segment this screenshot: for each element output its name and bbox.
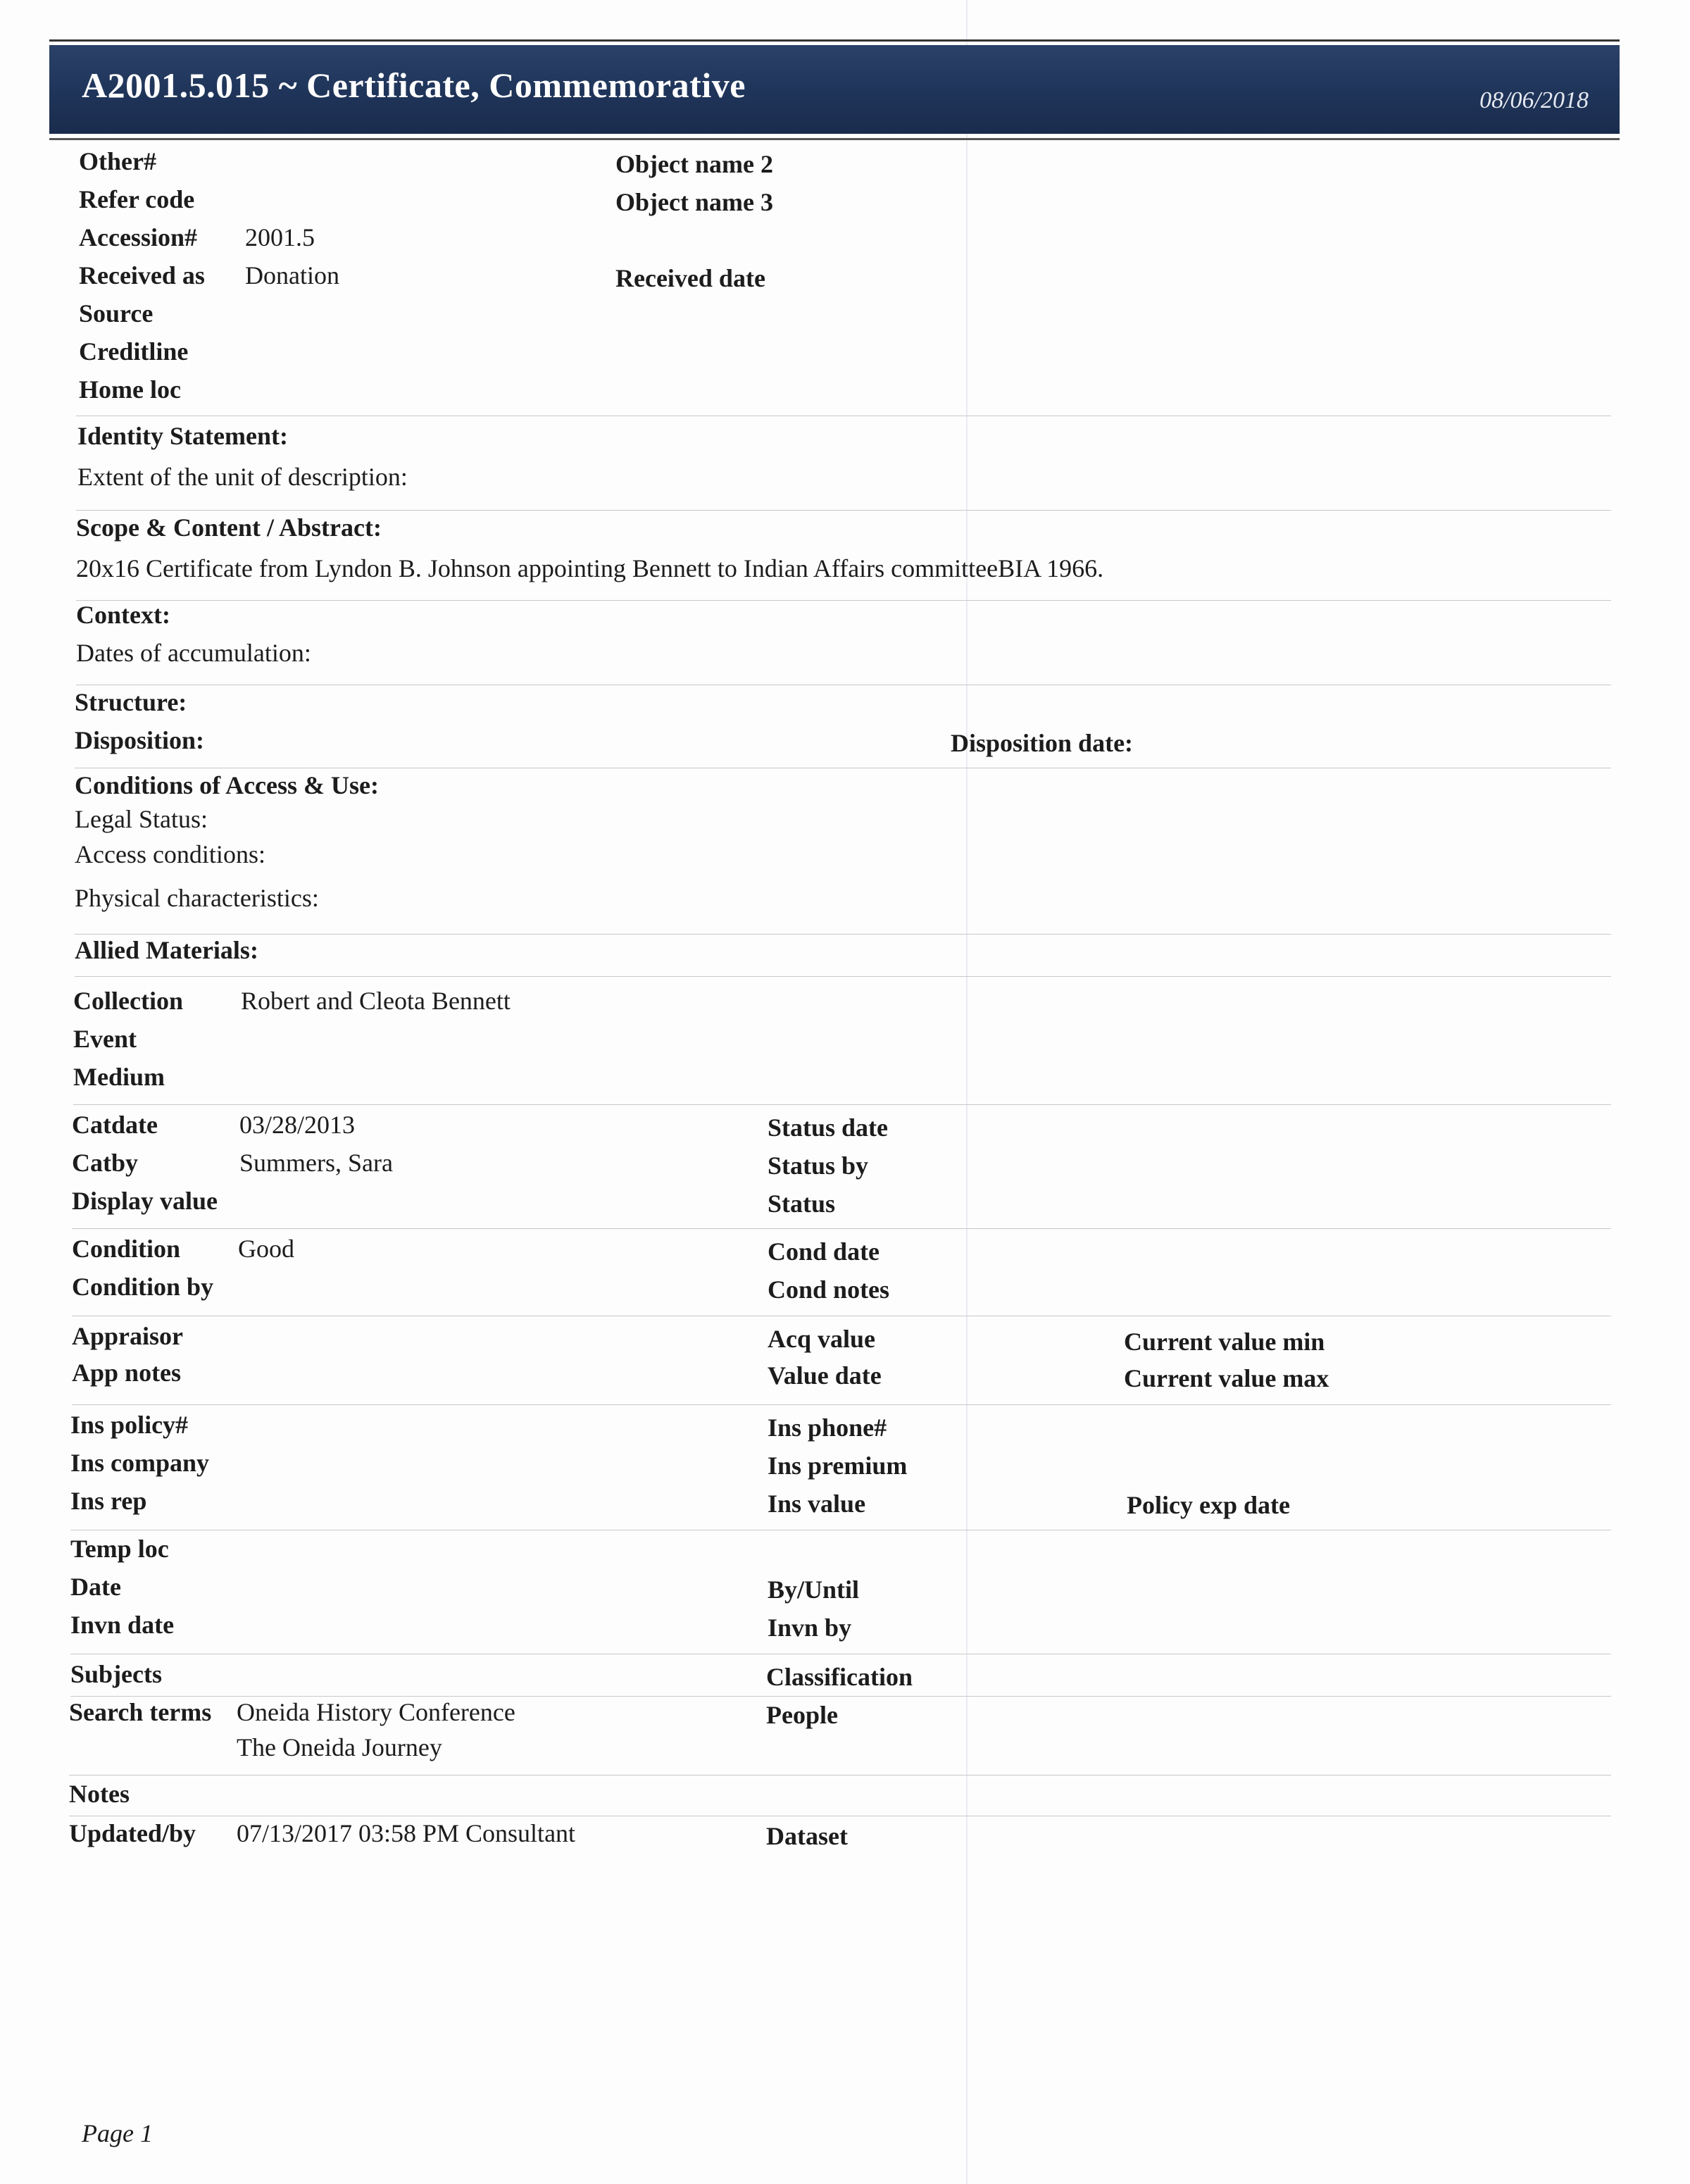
current-value-max-label: Current value max <box>1124 1364 1329 1392</box>
scan-artifact-line <box>966 0 968 2184</box>
divider <box>76 600 1611 601</box>
acq-value-label: Acq value <box>768 1325 875 1353</box>
print-date: 08/06/2018 <box>1479 87 1589 113</box>
cond-notes-label: Cond notes <box>768 1275 890 1304</box>
ins-phone-label: Ins phone# <box>768 1414 887 1442</box>
event-label: Event <box>73 1025 137 1053</box>
medium-label: Medium <box>73 1063 165 1091</box>
condition-label: Condition <box>72 1235 181 1263</box>
notes-label: Notes <box>69 1780 130 1808</box>
received-as-label: Received as <box>79 261 205 289</box>
page-number: Page 1 <box>82 2119 153 2147</box>
temp-loc-label: Temp loc <box>70 1535 169 1563</box>
structure-heading: Structure: <box>75 688 187 716</box>
accession-label: Accession# <box>79 223 197 251</box>
divider <box>75 934 1611 935</box>
other-num-label: Other# <box>79 147 156 175</box>
ins-company-label: Ins company <box>70 1449 210 1477</box>
display-value-label: Display value <box>72 1187 218 1215</box>
disposition-date-label: Disposition date: <box>951 729 1134 757</box>
disposition-label: Disposition: <box>75 726 205 754</box>
dataset-label: Dataset <box>766 1822 848 1850</box>
classification-label: Classification <box>766 1663 913 1691</box>
dates-of-accumulation-label: Dates of accumulation: <box>76 639 311 667</box>
source-label: Source <box>79 299 154 327</box>
ins-rep-label: Ins rep <box>70 1487 147 1515</box>
updated-by-value: 07/13/2017 03:58 PM Consultant <box>237 1819 576 1847</box>
record-header-bar <box>49 45 1620 134</box>
status-by-label: Status by <box>768 1152 869 1180</box>
header-top-rule <box>49 39 1620 42</box>
identity-statement-heading: Identity Statement: <box>77 422 288 450</box>
appraisor-label: Appraisor <box>72 1322 184 1350</box>
divider <box>75 976 1611 977</box>
divider <box>69 1775 1611 1776</box>
search-terms-label: Search terms <box>69 1698 212 1726</box>
scope-text: 20x16 Certificate from Lyndon B. Johnson appointing Bennett to Indian Affairs committeeBIA 1966. <box>76 554 1104 582</box>
refer-code-label: Refer code <box>79 185 195 213</box>
by-until-label: By/Until <box>768 1575 860 1604</box>
header-bottom-rule <box>49 138 1620 140</box>
object-name-2-label: Object name 2 <box>615 150 773 178</box>
object-name-3-label: Object name 3 <box>615 188 773 216</box>
collection-label: Collection <box>73 987 183 1015</box>
subjects-label: Subjects <box>70 1660 163 1688</box>
value-date-label: Value date <box>768 1361 882 1390</box>
accession-value: 2001.5 <box>245 223 315 251</box>
condition-value: Good <box>238 1235 294 1263</box>
search-term: Oneida History Conference <box>237 1698 515 1726</box>
scope-heading: Scope & Content / Abstract: <box>76 513 382 542</box>
date-label: Date <box>70 1573 121 1601</box>
app-notes-label: App notes <box>72 1359 182 1387</box>
context-heading: Context: <box>76 601 170 629</box>
home-loc-label: Home loc <box>79 375 181 404</box>
status-label: Status <box>768 1190 836 1218</box>
extent-label: Extent of the unit of description: <box>77 463 408 491</box>
catby-label: Catby <box>72 1149 139 1177</box>
record-title: A2001.5.015 ~ Certificate, Commemorative <box>82 65 746 105</box>
received-date-label: Received date <box>615 264 765 292</box>
current-value-min-label: Current value min <box>1124 1328 1325 1356</box>
invn-date-label: Invn date <box>70 1611 175 1639</box>
divider <box>72 1404 1611 1405</box>
ins-value-label: Ins value <box>768 1490 866 1518</box>
divider <box>76 510 1611 511</box>
divider <box>72 1228 1611 1229</box>
received-as-value: Donation <box>245 261 339 289</box>
legal-status-label: Legal Status: <box>75 805 208 833</box>
updated-by-label: Updated/by <box>69 1819 196 1847</box>
access-conditions-label: Access conditions: <box>75 840 265 868</box>
divider <box>70 1696 1611 1697</box>
people-label: People <box>766 1701 838 1729</box>
search-term: The Oneida Journey <box>237 1733 442 1761</box>
divider <box>73 1104 1611 1105</box>
collection-value: Robert and Cleota Bennett <box>241 987 511 1015</box>
creditline-label: Creditline <box>79 337 189 366</box>
condition-by-label: Condition by <box>72 1273 214 1301</box>
cond-date-label: Cond date <box>768 1237 880 1266</box>
ins-policy-label: Ins policy# <box>70 1411 189 1439</box>
conditions-heading: Conditions of Access & Use: <box>75 771 379 799</box>
policy-exp-date-label: Policy exp date <box>1127 1491 1290 1519</box>
catdate-label: Catdate <box>72 1111 158 1139</box>
ins-premium-label: Ins premium <box>768 1452 908 1480</box>
catdate-value: 03/28/2013 <box>239 1111 356 1139</box>
physical-characteristics-label: Physical characteristics: <box>75 884 319 912</box>
invn-by-label: Invn by <box>768 1614 852 1642</box>
status-date-label: Status date <box>768 1113 889 1142</box>
catby-value: Summers, Sara <box>239 1149 393 1177</box>
allied-materials-heading: Allied Materials: <box>75 936 258 964</box>
